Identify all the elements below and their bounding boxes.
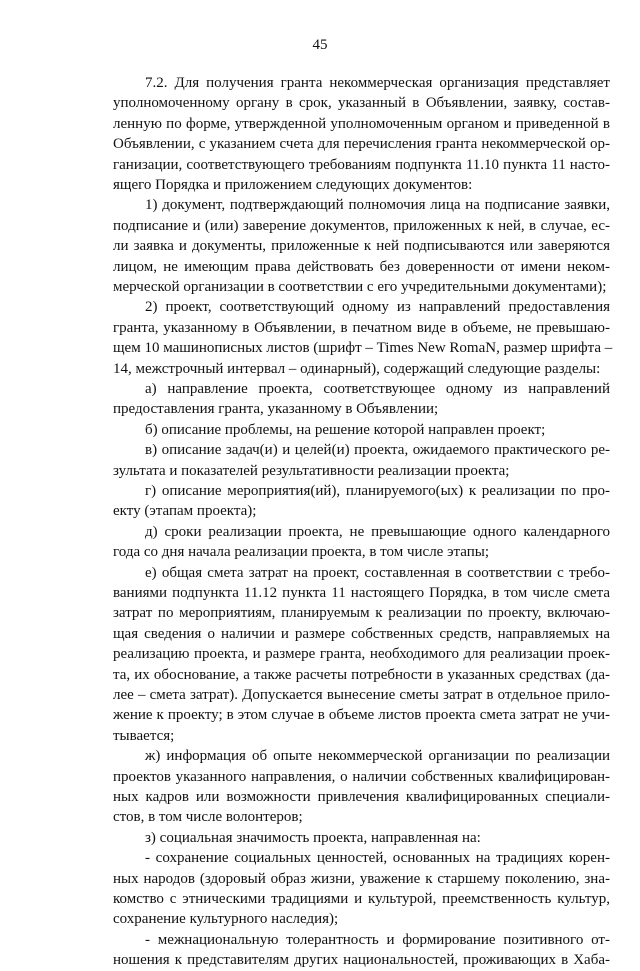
text-line: д) сроки реализации проекта, не превышающие одного календарного	[145, 523, 610, 540]
text-line: - межнациональную толерантность и формирование позитивного от-	[145, 931, 610, 948]
text-line: 7.2. Для получения гранта некоммерческая организация представляет	[145, 75, 610, 91]
text-line: ящего Порядка и приложением следующих документов:	[113, 177, 473, 193]
text-line: та, их обоснование, а также расчеты потребности в указанных средствах (да-	[113, 666, 610, 683]
text-line: подписание и (или) заверение документов, приложенных к ней, в случае, ес-	[113, 217, 610, 234]
text-line: а) направление проекта, соответствующее одному из направлений	[145, 381, 610, 397]
text-line: е) общая смета затрат на проект, составленная в соответствии с требо-	[145, 564, 610, 581]
text-line: ных кадров или возможности привлечения квалифицированных специали-	[113, 789, 610, 805]
text-line: мерческой организации в соответствии с его учредительными документами);	[113, 279, 607, 295]
text-line: щая сведения о наличии и размере собственных средств, направляемых на	[113, 625, 610, 642]
text-line: ленную по форме, утвержденной уполномоченным органом и приведенной в	[113, 115, 610, 132]
text-line: 14, межстрочный интервал – одинарный), содержащий следующие разделы:	[113, 360, 601, 377]
text-line: в) описание задач(и) и целей(и) проекта, ожидаемого практического ре-	[145, 442, 610, 459]
text-line: Объявлении, с указанием счета для перечисления гранта некоммерческой ор-	[113, 136, 610, 153]
text-line: затрат по мероприятиям, планируемым к реализации по проекту, включаю-	[113, 605, 610, 622]
text-line: лицом, не имеющим права действовать без доверенности от имени неком-	[113, 258, 610, 275]
text-line: щем 10 машинописных листов (шрифт – Times New RomaN, размер шрифта –	[113, 340, 613, 357]
text-line: проектов указанного направления, о наличии собственных квалифицирован-	[113, 768, 610, 785]
text-line: г) описание мероприятия(ий), планируемого(ых) к реализации по про-	[145, 483, 610, 499]
text-line: лее – смета затрат). Допускается вынесение сметы затрат в отдельное прило-	[113, 687, 610, 703]
text-line: ганизации, соответствующего требованиям подпункта 11.10 пункта 11 насто-	[113, 156, 610, 173]
text-line: ношения к представителям других национальностей, проживающих в Хаба-	[113, 952, 610, 969]
text-line: комство с этническими традициями и культурой, преемственность культур,	[113, 891, 610, 907]
text-line: екту (этапам проекта);	[113, 503, 257, 520]
text-line: предоставления гранта, указанному в Объявлении;	[113, 401, 439, 418]
text-line: - сохранение социальных ценностей, основанных на традициях корен-	[145, 850, 610, 867]
text-line: 1) документ, подтверждающий полномочия лица на подписание заявки,	[145, 197, 610, 214]
page-number: 45	[312, 37, 328, 53]
text-line: стов, в том числе волонтеров;	[113, 809, 303, 826]
text-line: з) социальная значимость проекта, направленная на:	[145, 829, 481, 846]
text-line: 2) проект, соответствующий одному из направлений предоставления	[145, 299, 610, 316]
text-line: ли заявка и документы, приложенные к ней подписываются или заверяются	[113, 238, 610, 255]
text-line: ваниями подпункта 11.12 пункта 11 настоящего Порядка, в том числе смета	[113, 585, 610, 601]
text-line: тывается;	[113, 727, 175, 744]
text-line: года со дня начала реализации проекта, в том числе этапы;	[113, 544, 490, 561]
text-line: зультата и показателей результативности реализации проекта;	[113, 462, 510, 479]
text-line: б) описание проблемы, на решение которой направлен проект;	[145, 421, 546, 438]
text-line: реализацию проекта, и размере гранта, необходимого для реализации проек-	[113, 646, 610, 663]
text-line: уполномоченному органу в срок, указанный в Объявлении, заявку, состав-	[113, 95, 610, 112]
text-line: ж) информация об опыте некоммерческой организации по реализации	[145, 748, 610, 765]
text-line: сохранение культурного наследия);	[113, 911, 339, 928]
text-line: ных народов (здоровый образ жизни, уважение к старшему поколению, зна-	[113, 870, 610, 887]
text-line: жение к проекту; в этом случае в объеме листов проекта смета затрат не учи-	[113, 707, 610, 724]
text-line: гранта, указанному в Объявлении, в печатном виде в объеме, не превышаю-	[113, 319, 610, 336]
